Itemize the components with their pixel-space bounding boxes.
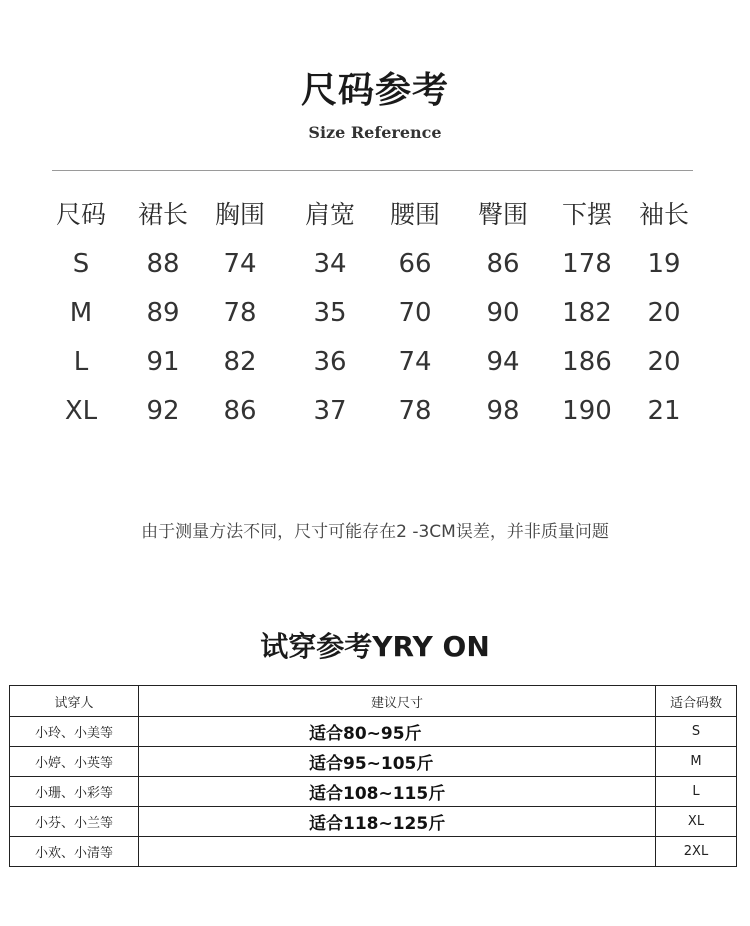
cell: L — [73, 347, 89, 377]
table-row — [10, 807, 737, 837]
size-cell: XL — [656, 807, 737, 837]
header-fit-size: 适合码数 — [656, 686, 737, 717]
table-row — [10, 777, 737, 807]
header-hem: 下摆 — [561, 200, 612, 229]
weight-cell: 适合80~95斤 — [139, 717, 656, 747]
measurement-note: 由于测量方法不同，尺寸可能存在2 -3CM误差，并非质量问题 — [141, 522, 609, 542]
header-hip: 臀围 — [477, 200, 528, 229]
cell: 78 — [223, 298, 257, 328]
size-row-xl — [0, 391, 750, 440]
size-cell: S — [656, 717, 737, 747]
cell: 90 — [486, 298, 520, 328]
cell: 19 — [647, 249, 681, 279]
try-on-table — [9, 685, 737, 867]
page-title: 尺码参考 — [300, 70, 449, 111]
cell: M — [69, 298, 93, 328]
size-cell: L — [656, 777, 737, 807]
weight-cell: 适合95~105斤 — [139, 747, 656, 777]
cell: 21 — [647, 396, 681, 426]
cell: 74 — [398, 347, 432, 377]
header-bust: 胸围 — [214, 200, 265, 229]
size-cell: M — [656, 747, 737, 777]
cell: 91 — [146, 347, 180, 377]
cell: 82 — [223, 347, 257, 377]
wearer-cell: 小芬、小兰等 — [10, 807, 139, 837]
header-waist: 腰围 — [389, 200, 440, 229]
cell: 34 — [313, 249, 347, 279]
wearer-cell: 小欢、小清等 — [10, 837, 139, 867]
cell: 178 — [562, 249, 612, 279]
cell: 70 — [398, 298, 432, 328]
cell: S — [72, 249, 90, 279]
cell: 74 — [223, 249, 257, 279]
table-row — [10, 747, 737, 777]
cell: 35 — [313, 298, 347, 328]
cell: 89 — [146, 298, 180, 328]
page-subtitle: Size Reference — [308, 123, 442, 142]
size-row-m — [0, 293, 750, 342]
cell: 88 — [146, 249, 180, 279]
cell: 20 — [647, 347, 681, 377]
cell: 86 — [486, 249, 520, 279]
header-size: 尺码 — [55, 200, 106, 229]
cell: 86 — [223, 396, 257, 426]
size-row-s — [0, 244, 750, 293]
table-row — [10, 717, 737, 747]
size-cell: 2XL — [656, 837, 737, 867]
try-on-title: 试穿参考YRY ON — [260, 630, 490, 663]
cell: 36 — [313, 347, 347, 377]
cell: 78 — [398, 396, 432, 426]
header-length: 裙长 — [137, 200, 188, 229]
weight-cell — [139, 837, 656, 867]
size-row-l — [0, 342, 750, 391]
cell: 186 — [562, 347, 612, 377]
cell: 92 — [146, 396, 180, 426]
cell: XL — [64, 396, 98, 426]
weight-cell: 适合118~125斤 — [139, 807, 656, 837]
cell: 20 — [647, 298, 681, 328]
wearer-cell: 小婷、小英等 — [10, 747, 139, 777]
cell: 190 — [562, 396, 612, 426]
cell: 66 — [398, 249, 432, 279]
cell: 37 — [313, 396, 347, 426]
try-on-header-row — [10, 686, 737, 717]
wearer-cell: 小珊、小彩等 — [10, 777, 139, 807]
weight-cell: 适合108~115斤 — [139, 777, 656, 807]
cell: 182 — [562, 298, 612, 328]
header-sleeve: 袖长 — [638, 200, 689, 229]
header-wearer: 试穿人 — [10, 686, 139, 717]
cell: 98 — [486, 396, 520, 426]
header-shoulder: 肩宽 — [304, 200, 355, 229]
header-suggested-size: 建议尺寸 — [139, 686, 656, 717]
table-row — [10, 837, 737, 867]
divider — [52, 170, 693, 171]
size-chart-header — [0, 195, 750, 244]
cell: 94 — [486, 347, 520, 377]
size-chart — [0, 195, 750, 440]
wearer-cell: 小玲、小美等 — [10, 717, 139, 747]
